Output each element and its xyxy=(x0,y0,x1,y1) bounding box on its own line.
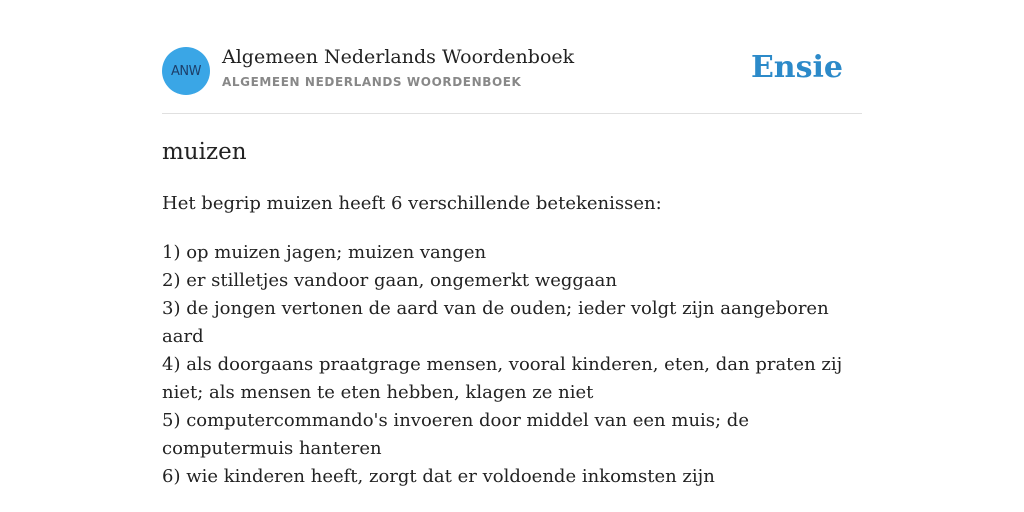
entry-intro: Het begrip muizen heeft 6 verschillende betekenissen: xyxy=(162,193,662,214)
meaning-item: 2) er stilletjes vandoor gaan, ongemerkt weggaan xyxy=(162,270,617,291)
meaning-item: 1) op muizen jagen; muizen vangen xyxy=(162,242,487,263)
brand-logo-link[interactable]: Ensie xyxy=(750,50,843,85)
source-header xyxy=(162,40,862,114)
source-logo xyxy=(162,47,210,95)
entry-card xyxy=(162,40,862,487)
source-logo-text: ANW xyxy=(171,63,201,79)
meaning-item: 3) de jongen vertonen de aard van de ouden; ieder volgt zijn aangeboren aard xyxy=(162,298,829,347)
meaning-item: 6) wie kinderen heeft, zorgt dat er voldoende inkomsten zijn xyxy=(162,466,715,487)
source-title: Algemeen Nederlands Woordenboek xyxy=(222,46,575,68)
meaning-item: 4) als doorgaans praatgrage mensen, vooral kinderen, eten, dan praten zij niet; als mensen te eten hebben, klagen ze niet xyxy=(162,354,843,403)
meanings-list xyxy=(162,239,862,491)
source-subtitle: ALGEMEEN NEDERLANDS WOORDENBOEK xyxy=(222,75,522,89)
meaning-item: 5) computercommando's invoeren door middel van een muis; de computermuis hanteren xyxy=(162,410,749,459)
entry-word: muizen xyxy=(162,139,247,165)
